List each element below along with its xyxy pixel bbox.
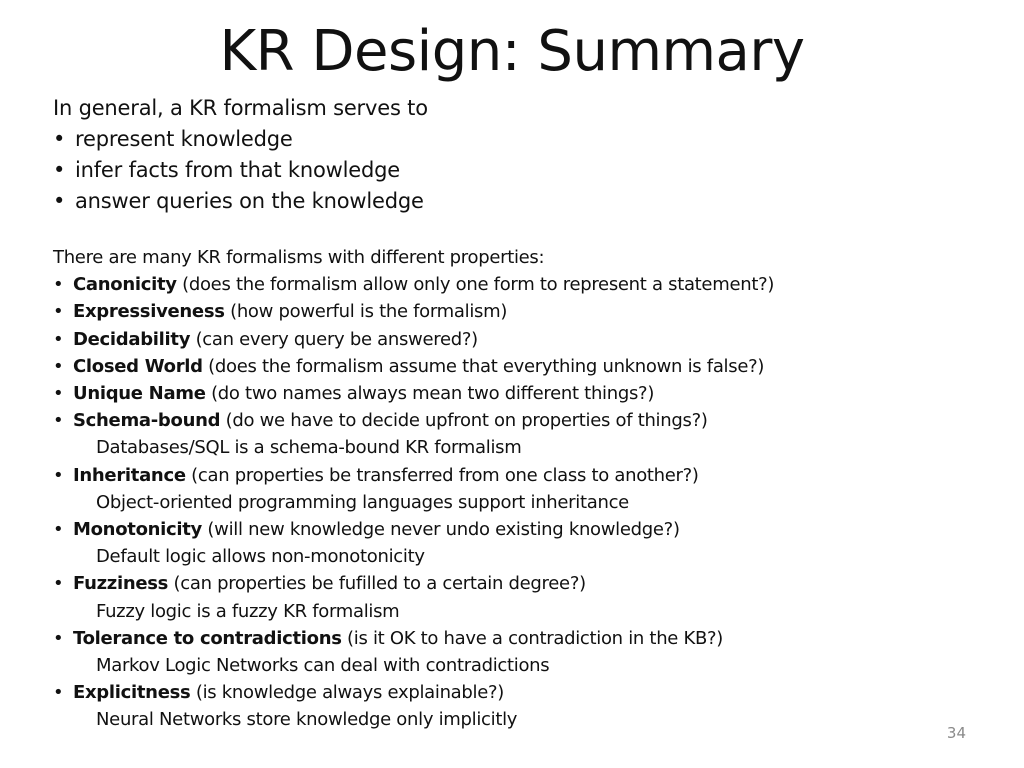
property-description: (is knowledge always explainable?)	[190, 682, 504, 704]
slide-title: KR Design: Summary	[219, 19, 805, 84]
property-term: Canonicity	[73, 274, 177, 296]
property-term: Schema-bound	[73, 410, 221, 432]
intro-section	[53, 93, 993, 217]
bullet-glyph: •	[53, 383, 64, 405]
bullet-glyph: •	[53, 127, 66, 151]
property-term: Monotonicity	[73, 519, 202, 541]
property-description: (can every query be answered?)	[190, 328, 478, 350]
bullet-glyph: •	[53, 573, 64, 595]
property-term: Explicitness	[73, 682, 191, 704]
property-description: (can properties be fufilled to a certain degree?)	[168, 573, 586, 595]
properties-heading: There are many KR formalisms with different properties:	[53, 247, 545, 268]
bullet-glyph: •	[53, 158, 66, 182]
property-item	[53, 625, 1003, 652]
property-term: Closed World	[73, 355, 203, 377]
property-example-note: Object-oriented programming languages support inheritance	[96, 491, 629, 513]
bullet-glyph: •	[53, 410, 64, 432]
bullet-glyph: •	[53, 355, 64, 377]
property-example-note: Default logic allows non-monotonicity	[96, 546, 425, 568]
property-item	[53, 326, 1003, 353]
property-example-note: Markov Logic Networks can deal with contradictions	[96, 655, 550, 677]
properties-list	[53, 271, 1003, 733]
intro-bullet-item	[53, 124, 993, 155]
intro-bullet-text: answer queries on the knowledge	[75, 189, 424, 213]
property-term: Decidability	[73, 328, 191, 350]
page-number: 34	[946, 724, 966, 742]
bullet-glyph: •	[53, 627, 64, 649]
property-item	[53, 353, 1003, 380]
property-term: Inheritance	[73, 464, 186, 486]
property-item	[53, 298, 1003, 325]
property-description: (does the formalism allow only one form to represent a statement?)	[176, 274, 775, 296]
intro-bullet-item	[53, 186, 993, 217]
property-description: (do two names always mean two different things?)	[205, 383, 655, 405]
property-example-note: Databases/SQL is a schema-bound KR formalism	[96, 437, 522, 459]
bullet-glyph: •	[53, 189, 66, 213]
property-example-note: Neural Networks store knowledge only implicitly	[96, 709, 518, 731]
property-item	[53, 380, 1003, 407]
bullet-glyph: •	[53, 328, 64, 350]
intro-bullet-text: infer facts from that knowledge	[75, 158, 400, 182]
property-item	[53, 679, 1003, 706]
bullet-glyph: •	[53, 274, 64, 296]
property-item	[53, 570, 1003, 597]
intro-bullet-text: represent knowledge	[75, 127, 293, 151]
property-example-note: Fuzzy logic is a fuzzy KR formalism	[96, 600, 400, 622]
property-description: (does the formalism assume that everything unknown is false?)	[202, 355, 765, 377]
bullet-glyph: •	[53, 464, 64, 486]
property-description: (how powerful is the formalism)	[224, 301, 508, 323]
bullet-glyph: •	[53, 301, 64, 323]
intro-heading: In general, a KR formalism serves to	[53, 96, 428, 120]
properties-section	[53, 244, 1003, 734]
bullet-glyph: •	[53, 682, 64, 704]
property-description: (is it OK to have a contradiction in the KB?)	[341, 627, 724, 649]
property-description: (can properties be transferred from one class to another?)	[185, 464, 699, 486]
bullet-glyph: •	[53, 519, 64, 541]
property-description: (do we have to decide upfront on properties of things?)	[220, 410, 708, 432]
property-term: Fuzziness	[73, 573, 169, 595]
property-item	[53, 516, 1003, 543]
property-description: (will new knowledge never undo existing knowledge?)	[202, 519, 680, 541]
property-term: Unique Name	[73, 383, 206, 405]
property-term: Tolerance to contradictions	[73, 627, 342, 649]
property-item	[53, 462, 1003, 489]
property-item	[53, 407, 1003, 434]
intro-bullet-item	[53, 155, 993, 186]
property-term: Expressiveness	[73, 301, 225, 323]
property-item	[53, 271, 1003, 298]
